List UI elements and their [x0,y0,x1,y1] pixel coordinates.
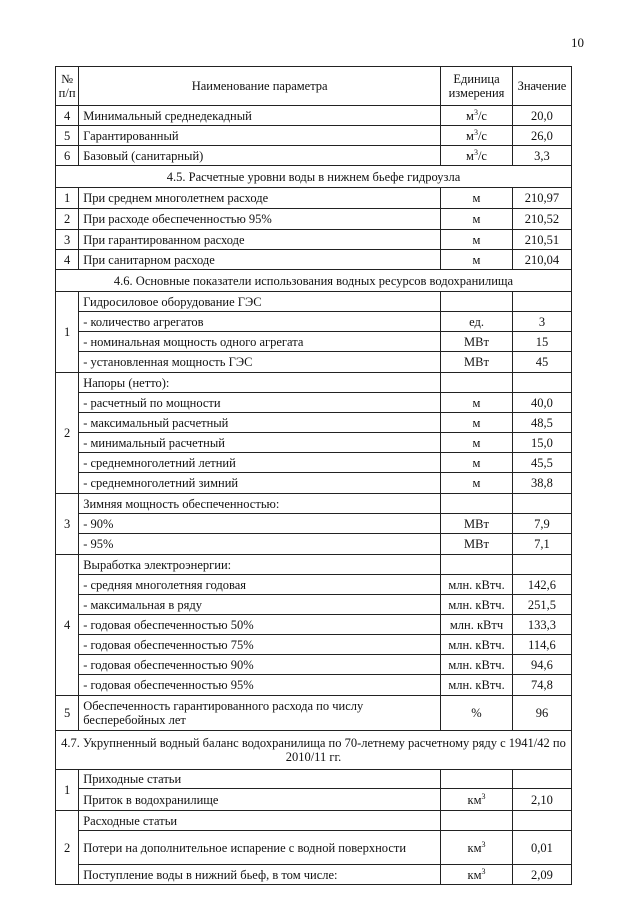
table-row [56,312,572,332]
row-name: При санитарном расходе [79,250,441,270]
table-header-row [56,67,572,106]
row-unit: % [441,696,513,731]
row-unit: м [441,433,513,453]
row-num: 4 [56,250,79,270]
row-value: 38,8 [512,473,571,494]
row-num: 3 [56,230,79,250]
section-title-row [56,731,572,770]
row-num: 1 [56,188,79,209]
row-name: - годовая обеспеченностью 75% [79,635,441,655]
row-value: 251,5 [512,595,571,615]
row-unit: м [441,188,513,209]
row-name: - годовая обеспеченностью 50% [79,615,441,635]
row-unit: МВт [441,352,513,373]
group-heading-row [56,292,572,312]
table-row [56,352,572,373]
row-unit: м [441,230,513,250]
row-value: 40,0 [512,393,571,413]
group-heading-row [56,811,572,831]
group-num: 2 [56,373,79,494]
header-num: № п/п [56,67,79,106]
row-name: - 95% [79,534,441,555]
row-unit: м [441,209,513,230]
table-row [56,473,572,494]
group-num: 4 [56,555,79,696]
row-unit: $м^3/с$ [441,106,513,126]
row-value: 3 [512,312,571,332]
row-name: - расчетный по мощности [79,393,441,413]
parameters-table [55,66,572,885]
row-name: - 90% [79,514,441,534]
row-value: 114,6 [512,635,571,655]
table-row [56,393,572,413]
row-unit: млн. кВтч. [441,675,513,696]
row-unit: м [441,393,513,413]
row-unit: $км^3$ [441,831,513,865]
table-row [56,332,572,352]
row-name: - среднемноголетний летний [79,453,441,473]
table-row [56,230,572,250]
section-title-row [56,270,572,292]
row-name: При среднем многолетнем расходе [79,188,441,209]
row-value: 74,8 [512,675,571,696]
row-value: 15 [512,332,571,352]
row-name: - максимальный расчетный [79,413,441,433]
row-value: 7,9 [512,514,571,534]
row-name: Гарантированный [79,126,441,146]
row-value: 45,5 [512,453,571,473]
section-title: 4.7. Укрупненный водный баланс водохранилища по 70-летнему расчетному ряду с 1941/42 по 2010/11 гг. [56,731,572,770]
table-row [56,146,572,166]
group-heading-row [56,494,572,514]
page-number: 10 [571,35,584,50]
row-unit: млн. кВтч [441,615,513,635]
section-title-row [56,166,572,188]
row-num: 5 [56,696,79,731]
row-name: - максимальная в ряду [79,595,441,615]
table-row [56,250,572,270]
table-row [56,865,572,885]
row-value: 210,04 [512,250,571,270]
row-name: При гарантированном расходе [79,230,441,250]
group-num: 2 [56,811,79,885]
row-name: Поступление воды в нижний бьеф, в том числе: [79,865,441,885]
row-unit: млн. кВтч. [441,635,513,655]
section-title: 4.5. Расчетные уровни воды в нижнем бьефе гидроузла [56,166,572,188]
group-num: 1 [56,292,79,373]
table-row [56,413,572,433]
table-row [56,635,572,655]
row-value: 0,01 [512,831,571,865]
table-row [56,433,572,453]
row-unit: м [441,250,513,270]
group-heading: Напоры (нетто): [79,373,441,393]
row-value: 210,97 [512,188,571,209]
group-heading: Гидросиловое оборудование ГЭС [79,292,441,312]
row-unit: МВт [441,534,513,555]
row-unit: $км^3$ [441,865,513,885]
group-heading-row [56,555,572,575]
group-heading: Выработка электроэнергии: [79,555,441,575]
row-unit: млн. кВтч. [441,575,513,595]
table-row [56,675,572,696]
row-unit: $км^3$ [441,789,513,811]
row-name: - годовая обеспеченностью 90% [79,655,441,675]
row-value: 2,10 [512,789,571,811]
row-unit: $м^3/с$ [441,146,513,166]
row-value: 2,09 [512,865,571,885]
row-unit: ед. [441,312,513,332]
row-value: 133,3 [512,615,571,635]
table-row [56,106,572,126]
table-row [56,209,572,230]
row-value: 7,1 [512,534,571,555]
row-value: 96 [512,696,571,731]
section-title: 4.6. Основные показатели использования водных ресурсов водохранилища [56,270,572,292]
header-unit: Единица измерения [441,67,513,106]
row-name: - номинальная мощность одного агрегата [79,332,441,352]
row-name: - установленная мощность ГЭС [79,352,441,373]
row-value: 48,5 [512,413,571,433]
row-unit: МВт [441,514,513,534]
table-row [56,514,572,534]
row-value: 210,52 [512,209,571,230]
row-name: При расходе обеспеченностью 95% [79,209,441,230]
row-num: 4 [56,106,79,126]
row-unit: м [441,413,513,433]
table-row [56,831,572,865]
row-name: Приток в водохранилище [79,789,441,811]
row-name: - годовая обеспеченностью 95% [79,675,441,696]
table-row [56,534,572,555]
table-row [56,789,572,811]
row-num: 5 [56,126,79,146]
row-name: - средняя многолетняя годовая [79,575,441,595]
row-value: 94,6 [512,655,571,675]
row-value: 142,6 [512,575,571,595]
table-row [56,188,572,209]
group-num: 1 [56,770,79,811]
row-value: 26,0 [512,126,571,146]
table-row [56,575,572,595]
header-value: Значение [512,67,571,106]
row-unit: млн. кВтч. [441,655,513,675]
row-value: 3,3 [512,146,571,166]
row-name: Обеспеченность гарантированного расхода по числу бесперебойных лет [79,696,441,731]
row-name: Базовый (санитарный) [79,146,441,166]
group-heading-row [56,373,572,393]
row-name: - среднемноголетний зимний [79,473,441,494]
row-unit: $м^3/с$ [441,126,513,146]
row-value: 210,51 [512,230,571,250]
row-value: 15,0 [512,433,571,453]
row-unit: млн. кВтч. [441,595,513,615]
row-num: 6 [56,146,79,166]
group-heading: Зимняя мощность обеспеченностью: [79,494,441,514]
row-unit: м [441,453,513,473]
row-name: - количество агрегатов [79,312,441,332]
header-name: Наименование параметра [79,67,441,106]
table-row [56,615,572,635]
table-row [56,126,572,146]
table-row [56,655,572,675]
row-unit: МВт [441,332,513,352]
group-num: 3 [56,494,79,555]
row-unit: м [441,473,513,494]
row-value: 45 [512,352,571,373]
table-row [56,696,572,731]
group-heading: Расходные статьи [79,811,441,831]
row-name: Минимальный среднедекадный [79,106,441,126]
row-num: 2 [56,209,79,230]
group-heading: Приходные статьи [79,770,441,789]
row-name: Потери на дополнительное испарение с водной поверхности [79,831,441,865]
group-heading-row [56,770,572,789]
table-row [56,595,572,615]
table-row [56,453,572,473]
row-value: 20,0 [512,106,571,126]
row-name: - минимальный расчетный [79,433,441,453]
